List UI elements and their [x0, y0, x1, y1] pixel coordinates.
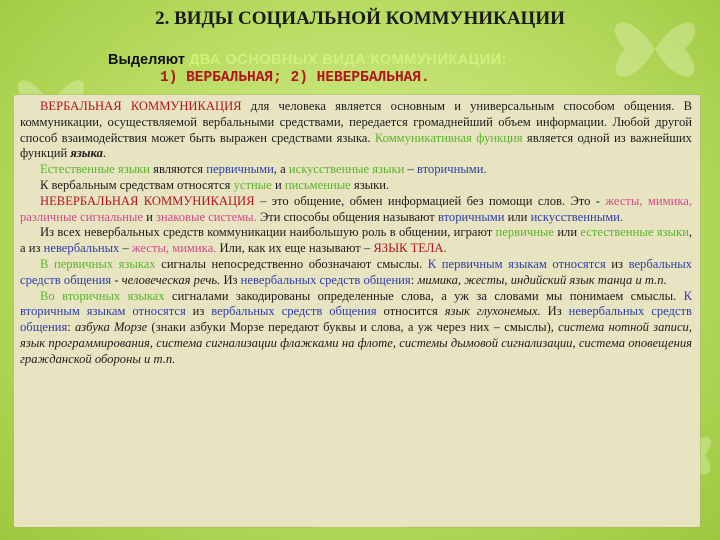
body-text: [20, 99, 692, 368]
text-span: языки.: [350, 177, 390, 192]
term-nonverbal-means: невербальных средств общения: [240, 272, 411, 287]
term-verbal-means: вербальных средств общения: [20, 256, 692, 287]
text-span: относится: [376, 304, 445, 319]
text-span: сигналы непосредственно обозначают смыслы.: [155, 256, 428, 271]
term-primary: первичные: [495, 225, 554, 240]
text-span: Эти способы общения называют: [256, 209, 438, 224]
text-span: , а из: [20, 225, 692, 256]
text-span: -: [111, 272, 122, 287]
paragraph-secondary-languages: [20, 289, 692, 368]
text-span: Во: [40, 288, 63, 303]
term-secondary: вторичными.: [416, 162, 487, 177]
term-natural: естественные языки: [580, 225, 689, 240]
term-secondary-languages: вторичных языках: [62, 288, 165, 303]
text-span: –: [119, 241, 132, 256]
paragraph-verbal: [20, 99, 692, 162]
term-body-language: ЯЗЫК ТЕЛА.: [373, 241, 447, 256]
text-span: –: [404, 162, 417, 177]
text-span: из: [605, 256, 629, 271]
intro-lead: Выделяют: [108, 52, 185, 68]
term-verbal: ВЕРБАЛЬНАЯ КОММУНИКАЦИЯ: [40, 99, 242, 113]
text-span: для человека является основным и универсальным способом общения. В коммуникации, осуществляемой вербальными средствами, передается громаднейший объем информации. Любой другой способ взаимодействия может быть выражен средствами языка.: [20, 99, 692, 145]
term-artificial: искусственными.: [530, 209, 624, 224]
term-secondary: вторичными: [437, 209, 505, 224]
text-span: Из: [540, 304, 569, 319]
text-span: или: [553, 225, 581, 240]
text-span: языка: [70, 146, 103, 161]
paragraph-natural-languages: [20, 162, 692, 178]
text-span: В: [40, 256, 54, 271]
term-natural: Естественные языки: [40, 162, 151, 177]
term-written: письменные: [284, 177, 351, 192]
term-examples: система нотной записи, язык программирования, система сигнализации флажками на флоте, системы дымовой сигнализации, система оповещения гражданской обороны и т.п.: [20, 320, 692, 366]
term-morse: азбука Морзе: [74, 320, 148, 335]
intro-types: 1) ВЕРБАЛЬНАЯ; 2) НЕВЕРБАЛЬНАЯ.: [160, 70, 430, 86]
paragraph-verbal-means: [20, 178, 692, 194]
term-communicative-function: Коммуникативная функция: [374, 130, 523, 145]
text-span: и: [142, 209, 156, 224]
text-span: К вербальным средствам относятся: [40, 177, 234, 192]
page-title: 2. ВИДЫ СОЦИАЛЬНОЙ КОММУНИКАЦИИ: [155, 8, 565, 29]
paragraph-body-language: [20, 225, 692, 257]
term-sign-systems: знаковые системы.: [155, 209, 257, 224]
text-span: сигналами закодированы определенные слова, а уж за словами мы понимаем смыслы.: [164, 288, 684, 303]
term-secondary-languages: К вторичным языкам относятся: [20, 288, 692, 319]
term-nonverbal: НЕВЕРБАЛЬНАЯ КОММУНИКАЦИЯ: [40, 193, 255, 208]
text-span: – это общение, обмен информацией без помощи слов. Это -: [254, 193, 606, 208]
term-nonverbal: невербальных: [43, 241, 120, 256]
text-span: или: [504, 209, 531, 224]
text-span: из: [185, 304, 212, 319]
paragraph-primary-languages: [20, 257, 692, 289]
term-examples: мимика, жесты, индийский язык танца и т.п.: [417, 272, 667, 287]
term-nonverbal-means: невербальных средств общения: [20, 304, 692, 335]
text-span: является одной из важнейших функций: [20, 130, 692, 161]
term-gestures: жесты, мимика.: [131, 241, 217, 256]
text-span: Из: [220, 272, 241, 287]
term-gestures: жесты, мимика, различные сигнальные: [20, 193, 692, 224]
term-primary: первичными: [206, 162, 274, 177]
text-span: Из всех невербальных средств коммуникации наибольшую роль в общении, играют: [40, 225, 496, 240]
text-span: :: [67, 320, 75, 335]
term-primary-languages: К первичным языкам относятся: [427, 256, 606, 271]
term-artificial: искусственные языки: [288, 162, 405, 177]
text-span: являются: [150, 162, 207, 177]
term-oral: устные: [233, 177, 272, 192]
term-speech: человеческая речь.: [121, 272, 221, 287]
text-span: Или, как их еще называют –: [216, 241, 374, 256]
text-span: .: [102, 146, 107, 161]
intro-line: [108, 52, 507, 68]
text-span: :: [410, 272, 418, 287]
text-span: и: [271, 177, 285, 192]
term-primary-languages: первичных языках: [53, 256, 156, 271]
term-verbal-means: вербальных средств общения: [211, 304, 377, 319]
intro-highlight: ДВА ОСНОВНЫХ ВИДА КОММУНИКАЦИИ:: [188, 52, 507, 68]
term-sign-language: язык глухонемых.: [444, 304, 541, 319]
text-span: , а: [273, 162, 289, 177]
text-span: (знаки азбуки Морзе передают буквы и слова, а уж через них – смыслы),: [147, 320, 559, 335]
paragraph-nonverbal: [20, 194, 692, 226]
